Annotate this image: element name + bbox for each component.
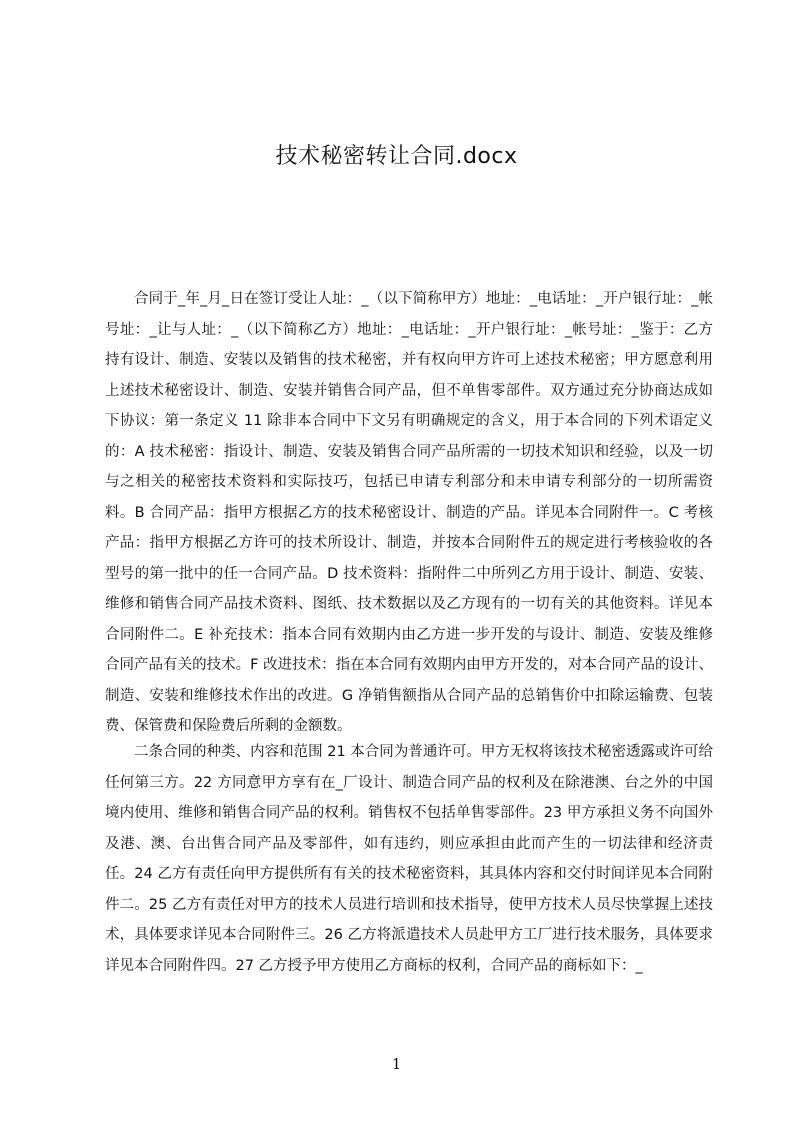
paragraph-contract-scope: 二条合同的种类、内容和范围 21 本合同为普通许可。甲方无权将该技术秘密透露或许可给任何第三方。22 方同意甲方享有在_厂设计、制造合同产品的权利及在除港澳、台之外的中国境内使用、维修和销售合同产品的权利。销售权不包括单售零部件。23 甲方承担义务不向国外及港、澳、台出售合同产品及零部件，如有违约，则应承担由此而产生的一切法律和经济责任。24 乙方有责任向甲方提供所有有关的技术秘密资料，其具体内容和交付时间详见本合同附件二。25 乙方有责任对甲方的技术人员进行培训和技术指导，使甲方技术人员尽快掌握上述技术，具体要求详见本合同附件三。26 乙方将派遣技术人员赴甲方工厂进行技术服务，具体要求详见本合同附件四。27 乙方授予甲方使用乙方商标的权利，合同产品的商标如下：_ [105, 744, 713, 974]
page-number: 1 [391, 1055, 402, 1073]
document-title: 技术秘密转让合同.docx [275, 144, 518, 169]
paragraph-definitions: 合同于_年_月_日在签订受让人址：_（以下简称甲方）地址：_电话址：_开户银行址：_帐号址：_让与人址：_（以下简称乙方）地址：_电话址：_开户银行址：_帐号址：_鉴于：乙方持有设计、制造、安装以及销售的技术秘密，并有权向甲方许可上述技术秘密；甲方愿意利用上述技术秘密设计、制造、安装并销售合同产品，但不单售零部件。双方通过充分协商达成如下协议：第一条定义 11 除非本合同中下文另有明确规定的含义，用于本合同的下列术语定义的：A 技术秘密：指设计、制造、安装及销售合同产品所需的一切技术知识和经验，以及一切与之相关的秘密技术资料和实际技巧，包括已申请专利部分和未申请专利部分的一切所需资料。B 合同产品：指甲方根据乙方的技术秘密设计、制造的产品。详见本合同附件一。C 考核产品：指甲方根据乙方许可的技术所设计、制造，并按本合同附件五的规定进行考核验收的各型号的第一批中的任一合同产品。D 技术资料：指附件二中所列乙方用于设计、制造、安装、维修和销售合同产品技术资料、图纸、技术数据以及乙方现有的一切有关的其他资料。详见本合同附件二。E 补充技术：指本合同有效期内由乙方进一步开发的与设计、制造、安装及维修合同产品有关的技术。F 改进技术：指在本合同有效期内由甲方开发的，对本合同产品的设计、制造、安装和维修技术作出的改进。G 净销售额指从合同产品的总销售价中扣除运输费、包装费、保管费和保险费后所剩的金额数。 [105, 291, 713, 734]
